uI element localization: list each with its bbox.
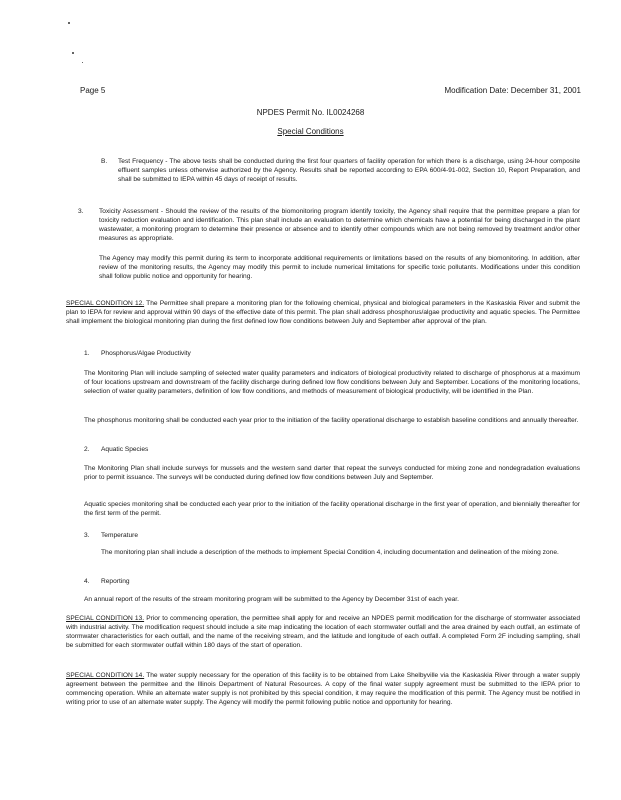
permit-number: NPDES Permit No. IL0024268 bbox=[256, 108, 365, 117]
paragraph-3-text: Toxicity Assessment - Should the review of the results of the biomonitoring program identify toxicity, the Agency shall require that the permittee prepare a plan for toxicity reduction evaluation and identification. This plan shall include an evaluation to determine which chemicals have a potential for being discharged in the plant wastewater, a monitoring program to determine their presence or absence and to identify other compounds which are not being removed by treatment and/or other measures as appropriate. bbox=[99, 208, 580, 242]
paragraph-b-text: Test Frequency - The above tests shall be conducted during the first four quarters of facility operation for which there is a discharge, using 24-hour composite effluent samples unless otherwise authorized by the Agency. Results shall be reported according to EPA 600/4-91-002, Section 10, Report Preparation, and shall be submitted to IEPA within 45 days of receipt of results. bbox=[118, 158, 580, 183]
page-number: Page 5 bbox=[80, 86, 106, 95]
item-2-number: 2. bbox=[84, 446, 90, 453]
annual-report-paragraph: An annual report of the results of the stream monitoring program will be submitted to the Agency by December 31st of each year. bbox=[84, 596, 459, 603]
item-2-paragraph-1: The Monitoring Plan shall include surveys for mussels and the western sand darter that repeat the surveys conducted for mixing zone and nondegradation evaluations prior to permit issuance. The surveys will be conducted during defined low flow conditions between July and September. bbox=[84, 465, 580, 481]
item-3-title: Temperature bbox=[101, 532, 139, 539]
special-conditions-title: Special Conditions bbox=[277, 127, 344, 136]
item-4-number: 4. bbox=[84, 578, 90, 585]
item-1-title: Phosphorus/Algae Productivity bbox=[101, 350, 191, 357]
agency-modify-paragraph: The Agency may modify this permit during its term to incorporate additional requirements or limitations based on the results of any biomonitoring. In addition, after review of the monitoring results, the Agency may modify this permit to include numerical limitations for specific toxic pollutants. Modifications under this condition shall follow public notice and opportunity for hearing. bbox=[99, 255, 580, 280]
special-condition-13-text: Prior to commencing operation, the permittee shall apply for and receive an NPDES permit modification for the discharge of stormwater associated with industrial activity. The modification request should include a site map indicating the location of each stormwater outfall and the area drained by each outfall, an estimate of stormwater characteristics for each outfall, and the name of the receiving stream, and the latitude and longitude of each outfall. A completed Form 2F including sampling, shall be submitted for each stormwater outfall within 180 days of the start of operation. bbox=[66, 615, 580, 649]
item-1-paragraph-2: The phosphorus monitoring shall be conducted each year prior to the initiation of the facility operational discharge to establish baseline conditions and annually thereafter. bbox=[84, 417, 579, 424]
item-4-title: Reporting bbox=[101, 578, 130, 585]
item-3-number: 3. bbox=[84, 532, 90, 539]
scan-speck bbox=[72, 52, 74, 54]
item-2-title: Aquatic Species bbox=[101, 446, 149, 453]
special-condition-14-text: The water supply necessary for the operation of this facility is to be obtained from Lake Shelbyville via the Kaskaskia River through a water supply agreement between the permittee and the Illinois Department of Natural Resources. A copy of the final water supply agreement must be submitted to the IEPA prior to commencing operation. While an alternate water supply is not prohibited by this special condition, it may require the modification of this permit. The Agency must be notified in writing prior to use of an alternate water supply. The Agency will modify the permit following public notice and opportunity for hearing. bbox=[66, 672, 580, 706]
item-3-paragraph-1: The monitoring plan shall include a description of the methods to implement Special Condition 4, including documentation and delineation of the mixing zone. bbox=[101, 549, 559, 556]
scan-speck bbox=[68, 22, 70, 24]
special-condition-14 bbox=[66, 672, 580, 708]
special-condition-12 bbox=[66, 300, 580, 327]
special-condition-12-heading: SPECIAL CONDITION 12. bbox=[66, 300, 145, 307]
special-condition-14-heading: SPECIAL CONDITION 14. bbox=[66, 672, 145, 679]
special-condition-13 bbox=[66, 615, 580, 651]
paragraph-b-letter: B. bbox=[101, 158, 108, 165]
modification-date: Modification Date: December 31, 2001 bbox=[444, 86, 581, 95]
paragraph-3-number: 3. bbox=[78, 208, 84, 215]
scan-speck bbox=[82, 62, 83, 63]
item-1-paragraph-1: The Monitoring Plan will include sampling of selected water quality parameters and indicators of biological productivity related to discharge of phosphorus at a maximum of four locations upstream and downstream of the facility discharge during defined low flow conditions between July and September. Locations of the monitoring locations, selection of water quality parameters, definition of low flow conditions, and methods of measurement of biological productivity, will be identified in the Plan. bbox=[84, 370, 580, 395]
special-condition-12-text: The Permittee shall prepare a monitoring plan for the following chemical, physical and biological parameters in the Kaskaskia River and submit the plan to IEPA for review and approval within 90 days of the effective date of this permit. The plan shall address phosphorus/algae productivity and aquatic species. The Permittee shall implement the biological monitoring plan during the first defined low flow conditions between July and September after approval of the plan. bbox=[66, 300, 580, 325]
item-2-paragraph-2: Aquatic species monitoring shall be conducted each year prior to the initiation of the facility operational discharge in the first year of operation, and biennially thereafter for the first term of the permit. bbox=[84, 501, 580, 517]
item-1-number: 1. bbox=[84, 350, 90, 357]
special-condition-13-heading: SPECIAL CONDITION 13. bbox=[66, 615, 145, 622]
